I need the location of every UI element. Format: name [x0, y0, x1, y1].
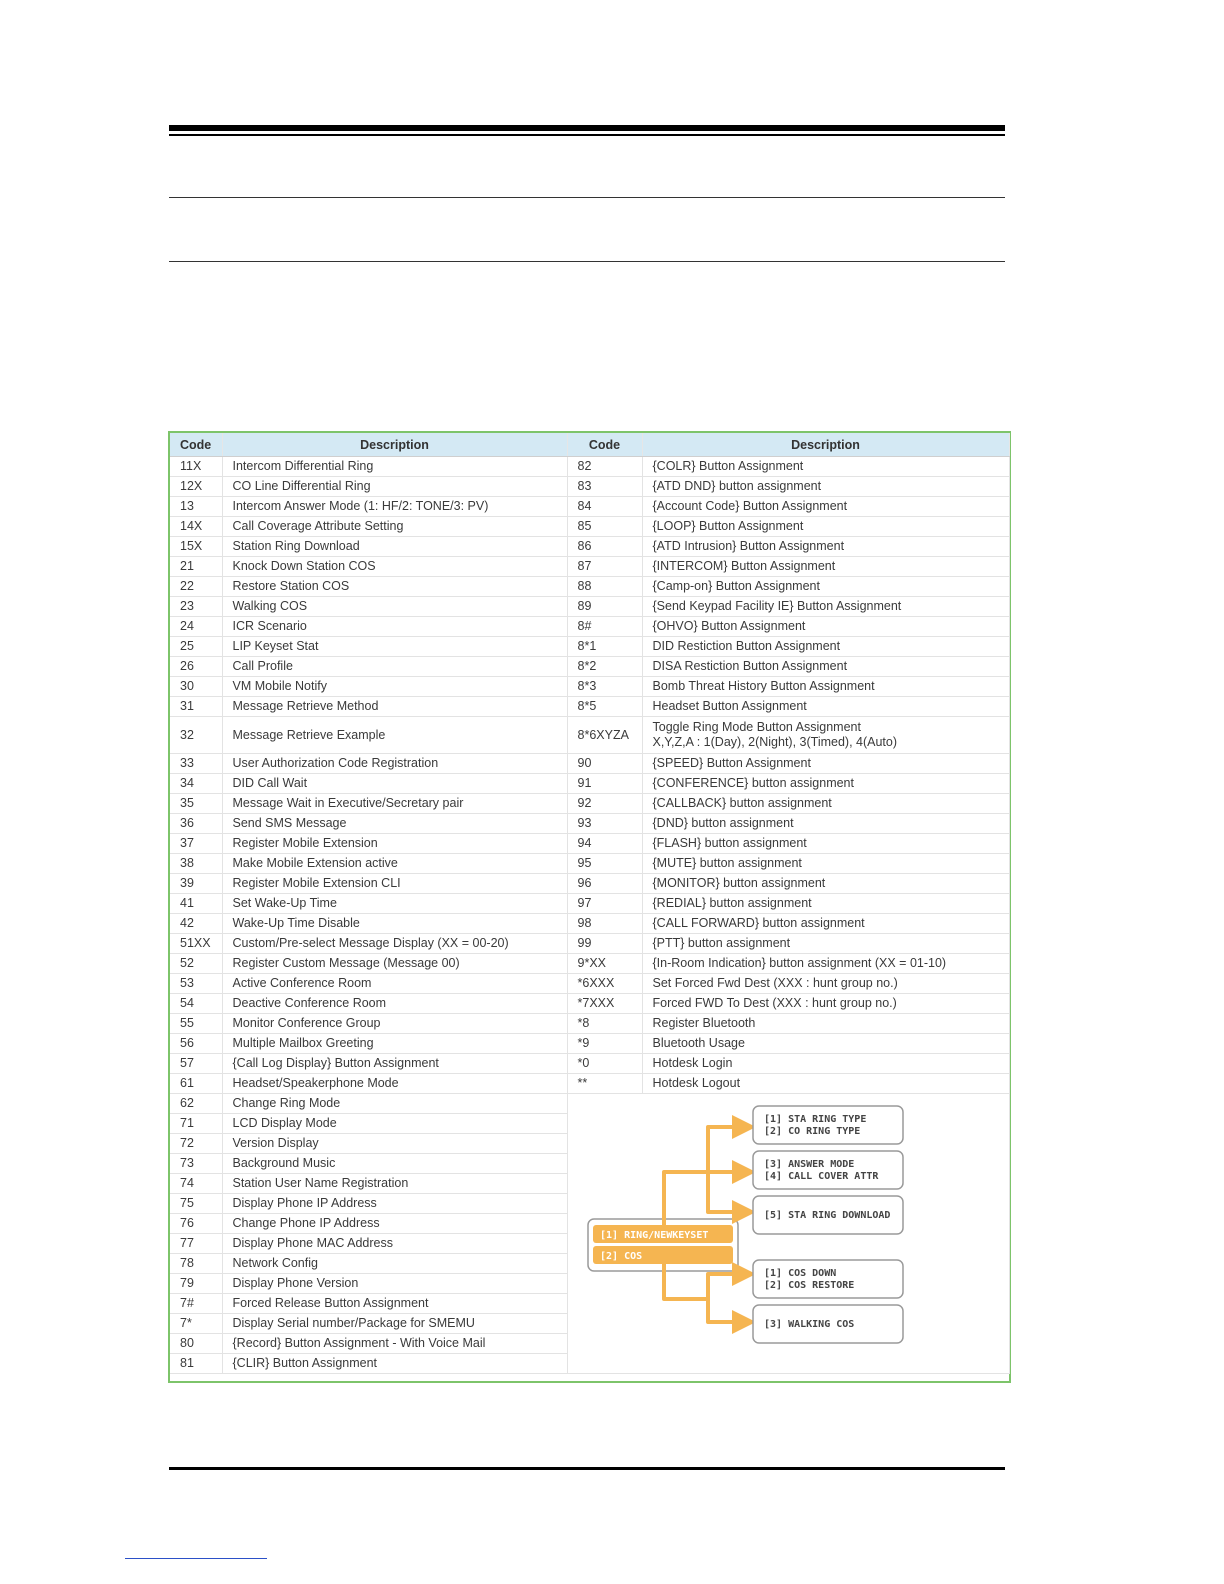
code-cell: 91	[567, 774, 642, 794]
description-cell: {CALL FORWARD} button assignment	[642, 914, 1009, 934]
description-cell: Register Bluetooth	[642, 1014, 1009, 1034]
description-cell: Deactive Conference Room	[222, 994, 567, 1014]
code-cell: 7#	[170, 1294, 222, 1314]
code-cell: 82	[567, 457, 642, 477]
description-cell: {DND} button assignment	[642, 814, 1009, 834]
description-cell: LIP Keyset Stat	[222, 637, 567, 657]
code-cell: 94	[567, 834, 642, 854]
code-cell: 8*2	[567, 657, 642, 677]
menu-flow-diagram	[568, 1094, 1008, 1374]
target-cos-restore-line2: [2] COS RESTORE	[763, 1280, 854, 1291]
description-cell: Hotdesk Login	[642, 1054, 1009, 1074]
code-cell: 36	[170, 814, 222, 834]
column-header-code: Code	[170, 433, 222, 457]
code-cell: 7*	[170, 1314, 222, 1334]
code-cell: 92	[567, 794, 642, 814]
code-cell: 26	[170, 657, 222, 677]
code-cell: 8*6XYZA	[567, 717, 642, 754]
table-row	[170, 617, 1009, 637]
description-cell: {INTERCOM} Button Assignment	[642, 557, 1009, 577]
description-cell: Hotdesk Logout	[642, 1074, 1009, 1094]
code-cell: 8#	[567, 617, 642, 637]
code-cell: 61	[170, 1074, 222, 1094]
code-cell: 54	[170, 994, 222, 1014]
description-cell: DISA Restiction Button Assignment	[642, 657, 1009, 677]
code-cell: 71	[170, 1114, 222, 1134]
target-answer-mode-line1: [3] ANSWER MODE	[763, 1159, 854, 1170]
code-cell: 37	[170, 834, 222, 854]
flow-arrow	[708, 1274, 744, 1299]
description-cell: Monitor Conference Group	[222, 1014, 567, 1034]
code-table-frame	[168, 431, 1011, 1383]
description-cell: Custom/Pre-select Message Display (XX = 00-20)	[222, 934, 567, 954]
description-cell: {MONITOR} button assignment	[642, 874, 1009, 894]
table-row	[170, 517, 1009, 537]
code-cell: 77	[170, 1234, 222, 1254]
description-cell: ICR Scenario	[222, 617, 567, 637]
code-cell: 25	[170, 637, 222, 657]
description-cell: {ATD Intrusion} Button Assignment	[642, 537, 1009, 557]
description-cell: CO Line Differential Ring	[222, 477, 567, 497]
table-row	[170, 1014, 1009, 1034]
table-row	[170, 994, 1009, 1014]
description-cell: Wake-Up Time Disable	[222, 914, 567, 934]
source-label-cos: [2] COS	[599, 1251, 642, 1262]
description-cell: Display Serial number/Package for SMEMU	[222, 1314, 567, 1334]
table-row	[170, 934, 1009, 954]
description-cell: Forced Release Button Assignment	[222, 1294, 567, 1314]
column-header-description: Description	[222, 433, 567, 457]
description-cell: Knock Down Station COS	[222, 557, 567, 577]
code-cell: 13	[170, 497, 222, 517]
description-cell: {Record} Button Assignment - With Voice Mail	[222, 1334, 567, 1354]
table-row	[170, 657, 1009, 677]
source-label-ring: [1] RING/NEWKEYSET	[599, 1230, 708, 1241]
table-row	[170, 537, 1009, 557]
code-cell: 30	[170, 677, 222, 697]
description-cell: Display Phone MAC Address	[222, 1234, 567, 1254]
description-cell: Active Conference Room	[222, 974, 567, 994]
table-row	[170, 774, 1009, 794]
description-cell: DID Call Wait	[222, 774, 567, 794]
code-cell: 74	[170, 1174, 222, 1194]
description-cell: Register Custom Message (Message 00)	[222, 954, 567, 974]
table-row	[170, 1094, 1009, 1114]
description-cell: Station User Name Registration	[222, 1174, 567, 1194]
description-cell: Intercom Differential Ring	[222, 457, 567, 477]
code-cell: 34	[170, 774, 222, 794]
code-cell: 98	[567, 914, 642, 934]
code-cell: 9*XX	[567, 954, 642, 974]
description-cell: {CALLBACK} button assignment	[642, 794, 1009, 814]
description-cell: Call Coverage Attribute Setting	[222, 517, 567, 537]
header-rule-thick	[169, 125, 1005, 131]
description-cell: Forced FWD To Dest (XXX : hunt group no.)	[642, 994, 1009, 1014]
footer-rule	[169, 1467, 1005, 1470]
description-cell: Restore Station COS	[222, 577, 567, 597]
description-cell: Change Phone IP Address	[222, 1214, 567, 1234]
target-cos-restore-line1: [1] COS DOWN	[763, 1268, 836, 1279]
description-cell: Message Wait in Executive/Secretary pair	[222, 794, 567, 814]
code-cell: 75	[170, 1194, 222, 1214]
code-cell: 15X	[170, 537, 222, 557]
code-cell: 86	[567, 537, 642, 557]
code-cell: 95	[567, 854, 642, 874]
description-cell: Change Ring Mode	[222, 1094, 567, 1114]
flow-arrow	[708, 1299, 744, 1322]
code-cell: 42	[170, 914, 222, 934]
description-cell: {SPEED} Button Assignment	[642, 754, 1009, 774]
description-line: Toggle Ring Mode Button Assignment	[652, 720, 861, 734]
description-cell: {REDIAL} button assignment	[642, 894, 1009, 914]
code-cell: 99	[567, 934, 642, 954]
description-cell: {MUTE} button assignment	[642, 854, 1009, 874]
code-cell: 85	[567, 517, 642, 537]
code-cell: 78	[170, 1254, 222, 1274]
table-row	[170, 677, 1009, 697]
table-row	[170, 954, 1009, 974]
diagram-cell	[567, 1094, 1009, 1374]
description-cell: Multiple Mailbox Greeting	[222, 1034, 567, 1054]
code-cell: 87	[567, 557, 642, 577]
code-cell: *6XXX	[567, 974, 642, 994]
table-row	[170, 974, 1009, 994]
description-cell: Send SMS Message	[222, 814, 567, 834]
column-header-code-2: Code	[567, 433, 642, 457]
description-cell: DID Restiction Button Assignment	[642, 637, 1009, 657]
code-cell: *8	[567, 1014, 642, 1034]
target-answer-mode-box	[753, 1151, 903, 1189]
description-line: X,Y,Z,A : 1(Day), 2(Night), 3(Timed), 4(Auto)	[652, 735, 898, 749]
description-cell: {COLR} Button Assignment	[642, 457, 1009, 477]
code-cell: 35	[170, 794, 222, 814]
code-cell: 32	[170, 717, 222, 754]
code-cell: 81	[170, 1354, 222, 1374]
table-row	[170, 1034, 1009, 1054]
code-cell: *7XXX	[567, 994, 642, 1014]
description-cell: {Camp-on} Button Assignment	[642, 577, 1009, 597]
description-cell: Background Music	[222, 1154, 567, 1174]
description-cell: Network Config	[222, 1254, 567, 1274]
table-row	[170, 637, 1009, 657]
code-cell: 53	[170, 974, 222, 994]
feature-code-table	[170, 433, 1010, 1374]
description-cell: {Call Log Display} Button Assignment	[222, 1054, 567, 1074]
description-cell: {FLASH} button assignment	[642, 834, 1009, 854]
code-cell: 33	[170, 754, 222, 774]
code-cell: 79	[170, 1274, 222, 1294]
table-row	[170, 1054, 1009, 1074]
table-row	[170, 754, 1009, 774]
description-cell: Call Profile	[222, 657, 567, 677]
code-cell: 84	[567, 497, 642, 517]
description-cell: Headset Button Assignment	[642, 697, 1009, 717]
description-cell: Set Wake-Up Time	[222, 894, 567, 914]
table-row	[170, 834, 1009, 854]
code-cell: *9	[567, 1034, 642, 1054]
description-cell: Walking COS	[222, 597, 567, 617]
code-cell: 38	[170, 854, 222, 874]
table-row	[170, 914, 1009, 934]
code-cell: 90	[567, 754, 642, 774]
table-row	[170, 577, 1009, 597]
flow-arrow	[708, 1172, 744, 1212]
description-cell: Station Ring Download	[222, 537, 567, 557]
code-cell: 89	[567, 597, 642, 617]
description-cell: Bomb Threat History Button Assignment	[642, 677, 1009, 697]
description-cell: Bluetooth Usage	[642, 1034, 1009, 1054]
code-cell: 96	[567, 874, 642, 894]
description-cell: Make Mobile Extension active	[222, 854, 567, 874]
code-cell: 93	[567, 814, 642, 834]
description-cell: {OHVO} Button Assignment	[642, 617, 1009, 637]
table-row	[170, 894, 1009, 914]
table-header-row	[170, 433, 1009, 457]
table-row	[170, 854, 1009, 874]
table-row	[170, 1074, 1009, 1094]
code-cell: 11X	[170, 457, 222, 477]
description-cell: Headset/Speakerphone Mode	[222, 1074, 567, 1094]
description-cell: Message Retrieve Example	[222, 717, 567, 754]
target-ring-type-box	[753, 1106, 903, 1144]
code-cell: *0	[567, 1054, 642, 1074]
code-cell: 55	[170, 1014, 222, 1034]
description-cell: Register Mobile Extension CLI	[222, 874, 567, 894]
code-cell: 23	[170, 597, 222, 617]
code-cell: 12X	[170, 477, 222, 497]
code-cell: 31	[170, 697, 222, 717]
description-cell: Version Display	[222, 1134, 567, 1154]
table-row	[170, 874, 1009, 894]
code-cell: 22	[170, 577, 222, 597]
description-cell: VM Mobile Notify	[222, 677, 567, 697]
code-cell: 39	[170, 874, 222, 894]
code-cell: 76	[170, 1214, 222, 1234]
description-cell: Display Phone IP Address	[222, 1194, 567, 1214]
code-cell: 41	[170, 894, 222, 914]
code-cell: 80	[170, 1334, 222, 1354]
description-cell: {CLIR} Button Assignment	[222, 1354, 567, 1374]
code-cell: 73	[170, 1154, 222, 1174]
flow-arrow	[708, 1127, 744, 1172]
code-cell: 88	[567, 577, 642, 597]
table-row	[170, 717, 1009, 754]
code-cell: 8*5	[567, 697, 642, 717]
description-cell: Intercom Answer Mode (1: HF/2: TONE/3: PV)	[222, 497, 567, 517]
description-cell: {ATD DND} button assignment	[642, 477, 1009, 497]
description-cell: {In-Room Indication} button assignment (XX = 01-10)	[642, 954, 1009, 974]
table-row	[170, 497, 1009, 517]
description-cell: {Send Keypad Facility IE} Button Assignment	[642, 597, 1009, 617]
target-ring-type-line2: [2] CO RING TYPE	[763, 1126, 860, 1137]
flow-connector	[664, 1172, 708, 1225]
code-cell: 97	[567, 894, 642, 914]
description-cell: Display Phone Version	[222, 1274, 567, 1294]
target-ring-download-line1: [5] STA RING DOWNLOAD	[763, 1210, 890, 1221]
code-cell: 83	[567, 477, 642, 497]
header-rule-thin	[169, 134, 1005, 136]
code-cell: 24	[170, 617, 222, 637]
description-cell: {PTT} button assignment	[642, 934, 1009, 954]
code-cell: 14X	[170, 517, 222, 537]
code-cell: 57	[170, 1054, 222, 1074]
code-cell: 72	[170, 1134, 222, 1154]
description-cell: LCD Display Mode	[222, 1114, 567, 1134]
table-row	[170, 814, 1009, 834]
code-cell: **	[567, 1074, 642, 1094]
target-answer-mode-line2: [4] CALL COVER ATTR	[763, 1171, 878, 1182]
code-cell: 52	[170, 954, 222, 974]
header-divider-2	[169, 261, 1005, 262]
table-row	[170, 457, 1009, 477]
header-divider-1	[169, 197, 1005, 198]
column-header-description-2: Description	[642, 433, 1009, 457]
description-cell: Register Mobile Extension	[222, 834, 567, 854]
table-row	[170, 794, 1009, 814]
description-cell: Message Retrieve Method	[222, 697, 567, 717]
table-row	[170, 697, 1009, 717]
code-cell: 51XX	[170, 934, 222, 954]
description-cell	[642, 717, 1009, 754]
target-cos-restore-box	[753, 1260, 903, 1298]
table-row	[170, 477, 1009, 497]
description-cell: {Account Code} Button Assignment	[642, 497, 1009, 517]
target-ring-type-line1: [1] STA RING TYPE	[763, 1114, 866, 1125]
code-cell: 62	[170, 1094, 222, 1114]
code-cell: 8*1	[567, 637, 642, 657]
description-cell: User Authorization Code Registration	[222, 754, 567, 774]
table-row	[170, 597, 1009, 617]
target-walking-cos-line1: [3] WALKING COS	[763, 1319, 854, 1330]
code-cell: 21	[170, 557, 222, 577]
table-row	[170, 557, 1009, 577]
footer-link-underline	[125, 1558, 267, 1559]
description-cell: {LOOP} Button Assignment	[642, 517, 1009, 537]
code-cell: 56	[170, 1034, 222, 1054]
code-cell: 8*3	[567, 677, 642, 697]
description-cell: Set Forced Fwd Dest (XXX : hunt group no.)	[642, 974, 1009, 994]
description-cell: {CONFERENCE} button assignment	[642, 774, 1009, 794]
